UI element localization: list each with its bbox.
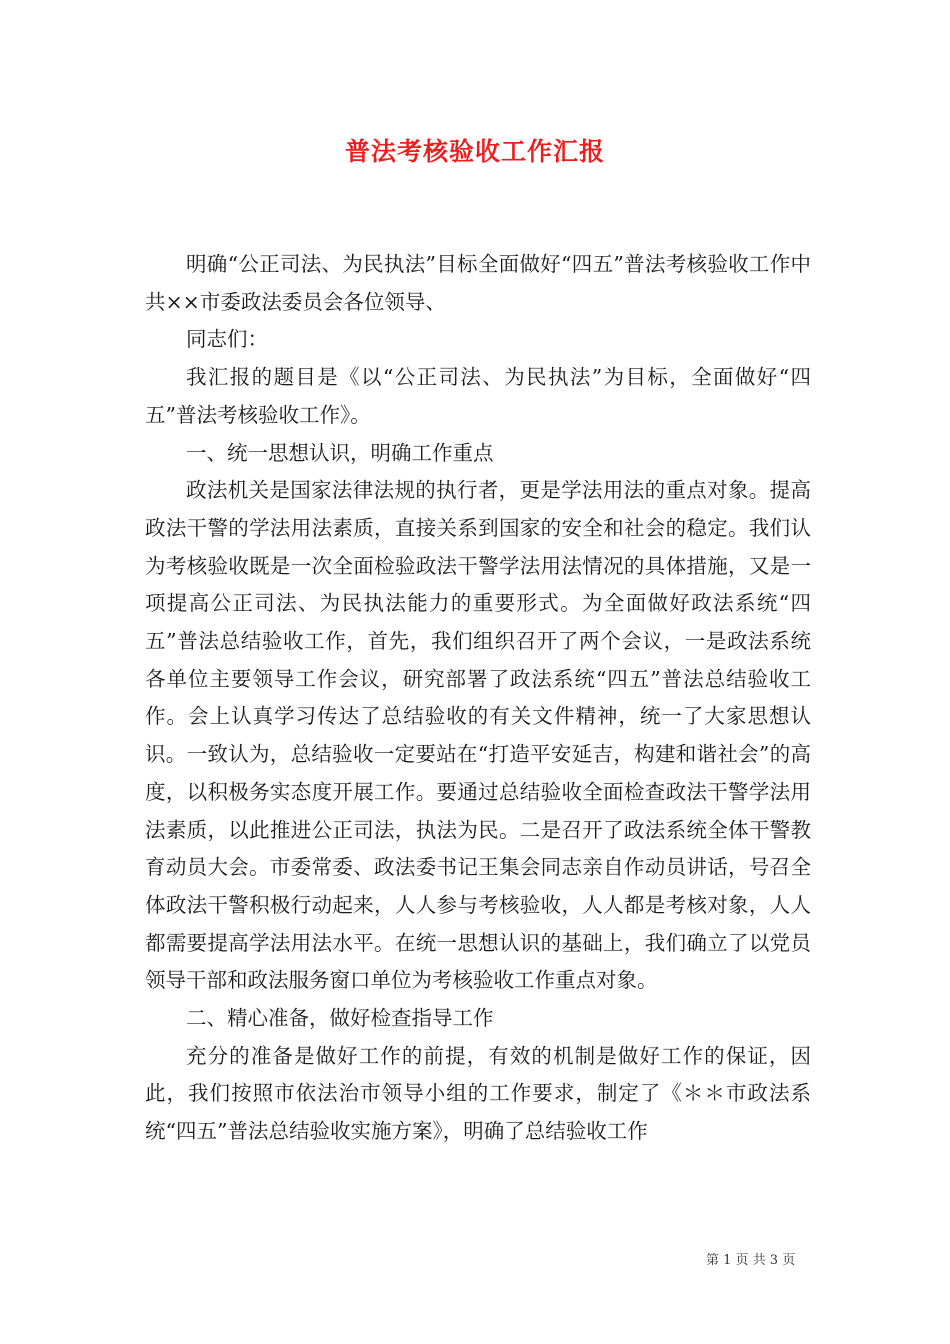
document-title: 普法考核验收工作汇报 [344,137,605,166]
paragraph-section-2-body: 充分的准备是做好工作的前提，有效的机制是做好工作的保证，因此，我们按照市依法治市领导小组的工作要求，制定了《＊＊市政法系统“四五”普法总结验收实施方案》，明确了总结验收工作 [145,1043,811,1144]
section-heading-1: 一、统一思想认识，明确工作重点 [186,440,494,465]
paragraph-greeting: 同志们： [186,327,268,352]
paragraph-opening: 明确“公正司法、为民执法”目标全面做好“四五”普法考核验收工作中共××市委政法委员会各位领导、 [145,252,811,314]
paragraph-report-topic: 我汇报的题目是《以“公正司法、为民执法”为目标，全面做好“四五”普法考核验收工作》。 [145,365,811,427]
page-number: 第 1 页 共 3 页 [706,1253,796,1268]
paragraph-section-1-body: 政法机关是国家法律法规的执行者，更是学法用法的重点对象。提高政法干警的学法用法素质，直接关系到国家的安全和社会的稳定。我们认为考核验收既是一次全面检验政法干警学法用法情况的具体措施，又是一项提高公正司法、为民执法能力的重要形式。为全面做好政法系统“四五”普法总结验收工作，首先，我们组织召开了两个会议，一是政法系统各单位主要领导工作会议，研究部署了政法系统“四五”普法总结验收工作。会上认真学习传达了总结验收的有关文件精神，统一了大家思想认识。一致认为，总结验收一定要站在“打造平安延吉，构建和谐社会”的高度，以积极务实态度开展工作。要通过总结验收全面检查政法干警学法用法素质，以此推进公正司法，执法为民。二是召开了政法系统全体干警教育动员大会。市委常委、政法委书记王集会同志亲自作动员讲话，号召全体政法干警积极行动起来，人人参与考核验收，人人都是考核对象，人人都需要提高学法用法水平。在统一思想认识的基础上，我们确立了以党员领导干部和政法服务窗口单位为考核验收工作重点对象。 [145,478,811,993]
section-heading-2: 二、精心准备，做好检查指导工作 [186,1006,494,1031]
document-body [145,246,811,1151]
